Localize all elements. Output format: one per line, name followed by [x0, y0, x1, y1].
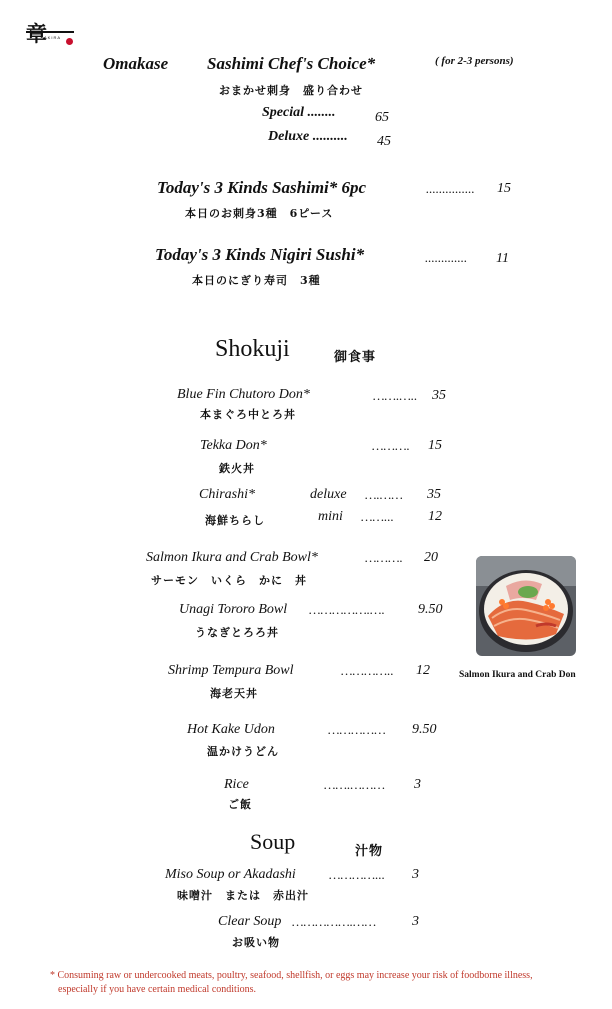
menu-item-jp: 海鮮ちらし [205, 514, 265, 527]
shokuji-heading: Shokuji [215, 336, 290, 362]
omakase-subtitle: Sashimi Chef's Choice* [207, 54, 376, 73]
omakase-jp: おまかせ刺身 盛り合わせ [219, 84, 363, 97]
menu-item-name: Salmon Ikura and Crab Bowl* [146, 550, 318, 565]
disclaimer-line-1 [50, 970, 533, 981]
menu-item-dots: …………… [328, 722, 386, 737]
soup-heading-jp: 汁物 [355, 844, 384, 859]
menu-item-dots: ………. [372, 438, 410, 453]
disclaimer-star: * [50, 970, 55, 981]
shokuji-heading-jp: 御食事 [334, 350, 377, 365]
sashimi-dots: ............... [426, 181, 475, 196]
menu-item-dots: …….….. [373, 388, 418, 403]
omakase-title: Omakase [103, 54, 169, 73]
logo-rule [26, 31, 74, 33]
menu-item-dots: ………….. [341, 663, 394, 678]
soup-item-dots: …………... [329, 867, 385, 882]
menu-item-jp: うなぎとろろ丼 [195, 626, 279, 639]
menu-item-price: 3 [414, 777, 421, 792]
omakase-special-price: 65 [375, 110, 389, 125]
menu-item-price: 12 [416, 663, 430, 678]
menu-item-name: Shrimp Tempura Bowl [168, 663, 294, 678]
restaurant-logo [26, 18, 78, 44]
logo-red-dot [66, 38, 73, 45]
salmon-ikura-crab-don-photo [476, 556, 576, 656]
omakase-deluxe-price: 45 [377, 134, 391, 149]
soup-item-price: 3 [412, 867, 419, 882]
chirashi-deluxe-dots: ….…… [365, 487, 403, 502]
sashimi-label: Today's 3 Kinds Sashimi* 6pc [157, 178, 367, 197]
chirashi-deluxe-price: 35 [427, 487, 441, 502]
bowl-image [476, 556, 576, 656]
chirashi-mini-label: mini [318, 509, 343, 524]
omakase-note: ( for 2-3 persons) [435, 55, 514, 67]
logo-subtext: AKIRA [44, 35, 62, 40]
logo-glyph: 章 [26, 21, 47, 46]
nigiri-label: Today's 3 Kinds Nigiri Sushi* [155, 245, 365, 264]
disclaimer-text-1: Consuming raw or undercooked meats, poultry, seafood, shellfish, or eggs may increase your risk of foodborne illness, [57, 970, 533, 981]
menu-item-jp: サーモン いくら かに 丼 [151, 574, 307, 587]
disclaimer-text-2: especially if you have certain medical conditions. [58, 984, 256, 995]
omakase-deluxe-label: Deluxe .......... [268, 129, 348, 144]
photo-caption: Salmon Ikura and Crab Don [459, 670, 576, 680]
menu-item-name: Unagi Tororo Bowl [179, 602, 288, 617]
menu-item-jp: 海老天丼 [210, 687, 258, 700]
soup-item-jp: 味噌汁 または 赤出汁 [177, 889, 309, 902]
menu-item-price: 9.50 [418, 602, 443, 617]
nigiri-price: 11 [496, 251, 509, 266]
menu-item-jp: 鉄火丼 [219, 462, 255, 475]
menu-item-dots: …………….…. [309, 602, 385, 617]
soup-item-name: Clear Soup [218, 914, 282, 929]
menu-item-name: Blue Fin Chutoro Don* [177, 387, 310, 402]
chirashi-mini-price: 12 [428, 509, 442, 524]
menu-item-price: 20 [424, 550, 438, 565]
menu-item-price: 15 [428, 438, 442, 453]
nigiri-jp: 本日のにぎり寿司 3種 [192, 274, 321, 287]
menu-item-dots: ………. [365, 550, 403, 565]
omakase-special-label: Special ........ [262, 105, 336, 120]
menu-item-name: Rice [224, 777, 249, 792]
menu-item-name: Tekka Don* [200, 438, 267, 453]
menu-item-name: Chirashi* [199, 487, 256, 502]
menu-item-jp: 温かけうどん [207, 745, 279, 758]
menu-item-name: Hot Kake Udon [187, 722, 275, 737]
menu-item-dots: …….……… [324, 777, 386, 792]
soup-item-dots: …………….…… [292, 914, 377, 929]
nigiri-dots: ............. [425, 250, 468, 265]
menu-item-jp: ご飯 [228, 798, 252, 811]
soup-item-price: 3 [412, 914, 419, 929]
soup-item-name: Miso Soup or Akadashi [165, 867, 296, 882]
sashimi-jp: 本日のお刺身3種 6ピース [185, 207, 334, 220]
soup-item-jp: お吸い物 [232, 936, 280, 949]
menu-item-price: 9.50 [412, 722, 437, 737]
chirashi-mini-dots: ……... [361, 509, 394, 524]
menu-item-jp: 本まぐろ中とろ丼 [200, 408, 296, 421]
sashimi-price: 15 [497, 181, 511, 196]
menu-item-price: 35 [432, 388, 446, 403]
chirashi-deluxe-label: deluxe [310, 487, 347, 502]
soup-heading: Soup [250, 829, 296, 854]
